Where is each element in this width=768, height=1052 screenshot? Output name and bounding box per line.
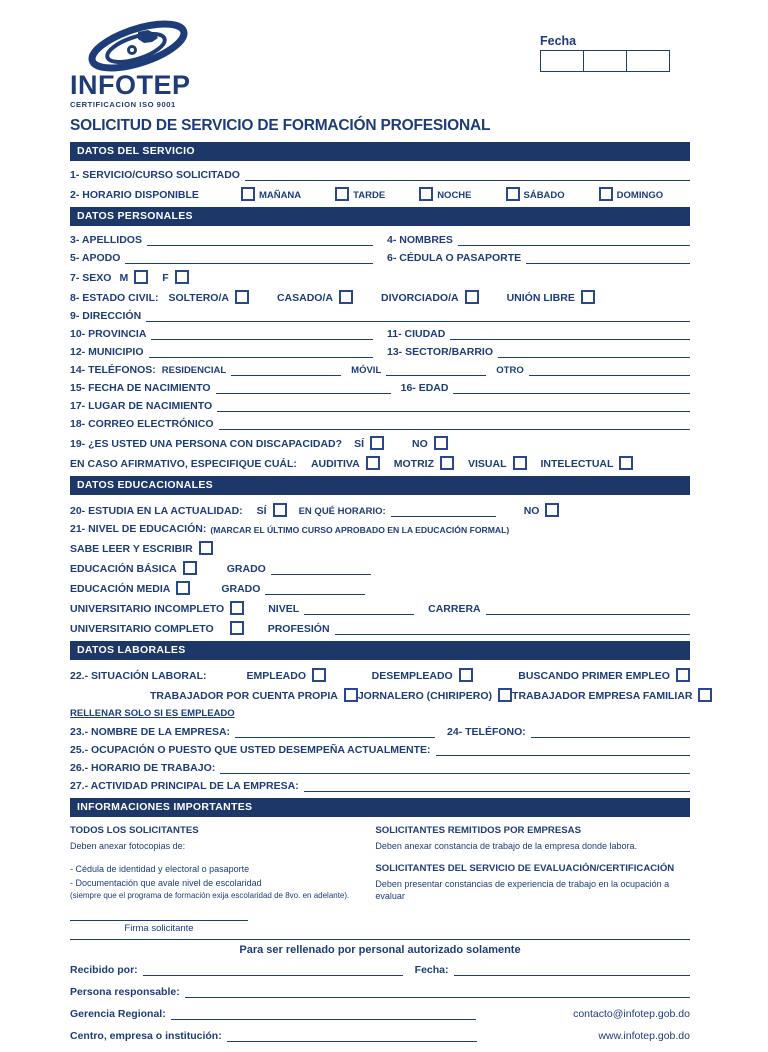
label-edad: 16- EDAD xyxy=(400,381,449,394)
label-estado-civil: 8- ESTADO CIVIL: xyxy=(70,291,159,304)
checkbox-tarde[interactable] xyxy=(335,187,349,201)
checkbox-auditiva[interactable] xyxy=(366,456,380,470)
label-universitario-incompleto: UNIVERSITARIO INCOMPLETO xyxy=(70,602,225,615)
field-sector-barrio[interactable] xyxy=(498,346,690,358)
field-apodo[interactable] xyxy=(125,252,373,264)
label-grado-media: GRADO xyxy=(221,582,261,595)
field-horario-trabajo[interactable] xyxy=(220,762,690,774)
label-discapacidad-no: NO xyxy=(411,437,428,450)
label-cedula: 6- CÉDULA O PASAPORTE xyxy=(387,251,522,264)
field-nombres[interactable] xyxy=(458,234,690,246)
checkbox-soltero[interactable] xyxy=(235,290,249,304)
label-nivel: NIVEL xyxy=(268,602,300,615)
option-manana: MAÑANA xyxy=(258,189,302,201)
option-auditiva: AUDITIVA xyxy=(310,457,360,470)
field-servicio-curso[interactable] xyxy=(245,169,690,181)
option-cuenta-propia: TRABAJADOR POR CUENTA PROPIA xyxy=(150,689,338,702)
checkbox-sabe-leer[interactable] xyxy=(199,541,213,555)
checkbox-intelectual[interactable] xyxy=(619,456,633,470)
info-right-title-1: SOLICITANTES REMITIDOS POR EMPRESAS xyxy=(375,824,581,836)
website-url: www.infotep.gob.do xyxy=(598,1029,690,1042)
label-persona-responsable: Persona responsable: xyxy=(70,985,180,998)
checkbox-noche[interactable] xyxy=(419,187,433,201)
field-profesion[interactable] xyxy=(335,623,690,635)
label-provincia: 10- PROVINCIA xyxy=(70,327,147,340)
label-tel-residencial: RESIDENCIAL xyxy=(161,364,227,376)
label-ciudad: 11- CIUDAD xyxy=(387,327,446,340)
field-lugar-nacimiento[interactable] xyxy=(217,400,690,412)
infotep-logo-icon xyxy=(76,20,196,72)
map-icon xyxy=(138,30,158,43)
section-datos-educacionales xyxy=(70,476,690,635)
logo-wordmark: INFOTEP xyxy=(70,70,191,100)
info-left-item-2: - Documentación que avale nivel de escolaridad xyxy=(70,877,262,888)
fecha-cell-month[interactable] xyxy=(583,51,626,71)
field-tel-otro[interactable] xyxy=(529,364,690,376)
label-sector-barrio: 13- SECTOR/BARRIO xyxy=(387,345,493,358)
label-lugar-nacimiento: 17- LUGAR DE NACIMIENTO xyxy=(70,399,213,412)
option-soltero: SOLTERO/A xyxy=(168,291,229,304)
checkbox-educacion-basica[interactable] xyxy=(183,561,197,575)
checkbox-union-libre[interactable] xyxy=(581,290,595,304)
checkbox-empresa-familiar[interactable] xyxy=(698,688,712,702)
checkbox-manana[interactable] xyxy=(241,187,255,201)
option-buscando-primer-empleo: BUSCANDO PRIMER EMPLEO xyxy=(518,669,670,682)
option-union-libre: UNIÓN LIBRE xyxy=(506,291,575,304)
contact-email: contacto@infotep.gob.do xyxy=(573,1007,690,1020)
label-nombres: 4- NOMBRES xyxy=(387,233,453,246)
label-grado-basica: GRADO xyxy=(226,562,266,575)
checkbox-estudia-no[interactable] xyxy=(545,503,559,517)
option-sabado: SÁBADO xyxy=(523,189,565,201)
label-centro-institucion: Centro, empresa o institución: xyxy=(70,1029,222,1042)
option-empresa-familiar: TRABAJADOR EMPRESA FAMILIAR xyxy=(512,689,693,702)
label-correo: 18- CORREO ELECTRÓNICO xyxy=(70,417,214,430)
label-educacion-basica: EDUCACIÓN BÁSICA xyxy=(70,562,177,575)
fecha-cell-year[interactable] xyxy=(626,51,669,71)
info-left-title: TODOS LOS SOLICITANTES xyxy=(70,824,199,836)
fecha-block xyxy=(540,34,670,72)
label-servicio-curso: 1- SERVICIO/CURSO SOLICITADO xyxy=(70,168,240,181)
label-horario-trabajo: 26.- HORARIO DE TRABAJO: xyxy=(70,761,216,774)
field-footer-fecha[interactable] xyxy=(454,964,690,976)
label-nombre-empresa: 23.- NOMBRE DE LA EMPRESA: xyxy=(70,725,231,738)
section-header-informaciones: INFORMACIONES IMPORTANTES xyxy=(70,798,690,817)
field-ocupacion[interactable] xyxy=(436,744,690,756)
page-title: SOLICITUD DE SERVICIO DE FORMACIÓN PROFESIONAL xyxy=(70,116,491,134)
option-jornalero: JORNALERO (CHIRIPERO) xyxy=(357,689,493,702)
checkbox-discapacidad-si[interactable] xyxy=(370,436,384,450)
fecha-cell-day[interactable] xyxy=(541,51,583,71)
info-right-desc-1: Deben anexar constancia de trabajo de la empresa donde labora. xyxy=(375,840,638,851)
field-grado-basica[interactable] xyxy=(271,563,371,575)
label-municipio: 12- MUNICIPIO xyxy=(70,345,144,358)
label-tel-movil: MÓVIL xyxy=(351,364,382,376)
checkbox-buscando-primer-empleo[interactable] xyxy=(676,668,690,682)
field-persona-responsable[interactable] xyxy=(185,986,690,998)
label-sexo-f: F xyxy=(162,271,169,284)
label-rellenar-solo-empleado: RELLENAR SOLO SI ES EMPLEADO xyxy=(70,707,235,719)
checkbox-universitario-completo[interactable] xyxy=(230,621,244,635)
field-centro-institucion[interactable] xyxy=(227,1030,477,1042)
label-sexo: 7- SEXO xyxy=(70,271,112,284)
info-right-column xyxy=(361,825,690,904)
field-carrera[interactable] xyxy=(486,603,690,615)
option-motriz: MOTRIZ xyxy=(393,457,434,470)
section-header-servicio: DATOS DEL SERVICIO xyxy=(70,142,690,161)
label-sexo-m: M xyxy=(119,271,129,284)
field-municipio[interactable] xyxy=(149,346,373,358)
option-visual: VISUAL xyxy=(468,457,507,470)
option-divorciado: DIVORCIADO/A xyxy=(380,291,459,304)
checkbox-casado[interactable] xyxy=(339,290,353,304)
info-left-subtitle: Deben anexar fotocopias de: xyxy=(70,840,186,851)
field-edad[interactable] xyxy=(453,382,690,394)
field-recibido-por[interactable] xyxy=(143,964,403,976)
label-telefonos: 14- TELÉFONOS: xyxy=(70,363,156,376)
option-casado: CASADO/A xyxy=(276,291,333,304)
checkbox-sabado[interactable] xyxy=(506,187,520,201)
label-nivel-educacion: 21- NIVEL DE EDUCACIÓN: xyxy=(70,522,207,535)
option-noche: NOCHE xyxy=(437,189,472,201)
label-carrera: CARRERA xyxy=(428,602,481,615)
label-nivel-educacion-note: (MARCAR EL ÚLTIMO CURSO APROBADO EN LA EDUCACIÓN FORMAL) xyxy=(210,524,510,535)
label-sabe-leer: SABE LEER Y ESCRIBIR xyxy=(70,542,193,555)
field-provincia[interactable] xyxy=(151,328,373,340)
field-actividad-empresa[interactable] xyxy=(304,780,690,792)
label-recibido-por: Recibido por: xyxy=(70,963,138,976)
checkbox-motriz[interactable] xyxy=(440,456,454,470)
info-right-title-2: SOLICITANTES DEL SERVICIO DE EVALUACIÓN/CERTIFICACIÓN xyxy=(375,862,675,874)
label-discapacidad-si: SÍ xyxy=(354,437,364,450)
section-datos-laborales xyxy=(70,641,693,792)
label-direccion: 9- DIRECCIÓN xyxy=(70,309,142,322)
checkbox-empleado[interactable] xyxy=(312,668,326,682)
section-header-personales: DATOS PERSONALES xyxy=(70,207,690,226)
section-header-laborales: DATOS LABORALES xyxy=(70,641,690,660)
checkbox-visual[interactable] xyxy=(513,456,527,470)
option-tarde: TARDE xyxy=(353,189,386,201)
fecha-boxes xyxy=(540,50,670,72)
field-tel-residencial[interactable] xyxy=(231,364,341,376)
logo-certification: CERTIFICACION ISO 9001 xyxy=(70,100,176,109)
label-estudia-no: NO xyxy=(523,504,540,517)
info-left-column xyxy=(70,825,361,904)
footer-divider xyxy=(70,939,690,940)
field-direccion[interactable] xyxy=(146,310,690,322)
label-tel-otro: OTRO xyxy=(496,364,524,376)
checkbox-sexo-m[interactable] xyxy=(134,270,148,284)
field-gerencia-regional[interactable] xyxy=(171,1008,476,1020)
checkbox-estudia-si[interactable] xyxy=(273,503,287,517)
firma-line[interactable] xyxy=(70,920,248,921)
field-apellidos[interactable] xyxy=(147,234,373,246)
option-domingo: DOMINGO xyxy=(616,189,664,201)
checkbox-educacion-media[interactable] xyxy=(176,581,190,595)
label-universitario-completo: UNIVERSITARIO COMPLETO xyxy=(70,622,214,635)
section-datos-servicio xyxy=(70,142,690,201)
option-desempleado: DESEMPLEADO xyxy=(371,669,453,682)
label-apodo: 5- APODO xyxy=(70,251,121,264)
checkbox-desempleado[interactable] xyxy=(459,668,473,682)
option-intelectual: INTELECTUAL xyxy=(540,457,614,470)
infotep-logo xyxy=(70,20,230,109)
checkbox-divorciado[interactable] xyxy=(465,290,479,304)
label-especifique: EN CASO AFIRMATIVO, ESPECIFIQUE CUÁL: xyxy=(70,457,297,470)
section-header-educacionales: DATOS EDUCACIONALES xyxy=(70,476,690,495)
label-situacion-laboral: 22.- SITUACIÓN LABORAL: xyxy=(70,669,207,682)
checkbox-domingo[interactable] xyxy=(599,187,613,201)
label-discapacidad: 19- ¿ES USTED UNA PERSONA CON DISCAPACIDAD? xyxy=(70,437,343,450)
checkbox-universitario-incompleto[interactable] xyxy=(230,601,244,615)
checkbox-discapacidad-no[interactable] xyxy=(434,436,448,450)
field-telefono-empresa[interactable] xyxy=(531,726,690,738)
label-en-que-horario: EN QUÉ HORARIO: xyxy=(298,505,386,517)
firma-block xyxy=(70,920,248,934)
info-left-item-1: - Cédula de identidad y electoral o pasaporte xyxy=(70,863,250,874)
label-fecha-nacimiento: 15- FECHA DE NACIMIENTO xyxy=(70,381,211,394)
section-datos-personales xyxy=(70,207,690,470)
checkbox-sexo-f[interactable] xyxy=(175,270,189,284)
field-fecha-nacimiento[interactable] xyxy=(216,382,391,394)
field-en-que-horario[interactable] xyxy=(391,505,496,517)
field-nombre-empresa[interactable] xyxy=(235,726,435,738)
label-apellidos: 3- APELLIDOS xyxy=(70,233,142,246)
label-ocupacion: 25.- OCUPACIÓN O PUESTO QUE USTED DESEMPEÑA ACTUALMENTE: xyxy=(70,743,431,756)
checkbox-cuenta-propia[interactable] xyxy=(344,688,358,702)
field-tel-movil[interactable] xyxy=(386,364,486,376)
section-informaciones xyxy=(70,798,690,904)
label-actividad-empresa: 27.- ACTIVIDAD PRINCIPAL DE LA EMPRESA: xyxy=(70,779,299,792)
authorized-only-label: Para ser rellenado por personal autorizado solamente xyxy=(239,943,521,956)
field-nivel[interactable] xyxy=(304,603,414,615)
info-left-note: (siempre que el programa de formación exija escolaridad de 8vo. en adelante). xyxy=(70,890,350,900)
label-telefono-empresa: 24- TELÉFONO: xyxy=(447,725,526,738)
fecha-label: Fecha xyxy=(540,34,577,48)
label-footer-fecha: Fecha: xyxy=(414,963,449,976)
firma-label: Firma solicitante xyxy=(124,922,194,934)
field-cedula[interactable] xyxy=(526,252,690,264)
page-header xyxy=(70,0,690,109)
label-estudia: 20- ESTUDIA EN LA ACTUALIDAD: xyxy=(70,504,243,517)
label-horario-disponible: 2- HORARIO DISPONIBLE xyxy=(70,188,199,201)
label-estudia-si: SÍ xyxy=(256,504,267,517)
label-profesion: PROFESIÓN xyxy=(267,622,330,635)
info-right-desc-2: Deben presentar constancias de experiencia de trabajo en la ocupación a evaluar xyxy=(375,878,670,901)
field-correo[interactable] xyxy=(219,418,690,430)
option-empleado: EMPLEADO xyxy=(246,669,307,682)
label-gerencia-regional: Gerencia Regional: xyxy=(70,1007,166,1020)
field-grado-media[interactable] xyxy=(265,583,365,595)
checkbox-jornalero[interactable] xyxy=(498,688,512,702)
field-ciudad[interactable] xyxy=(450,328,690,340)
label-educacion-media: EDUCACIÓN MEDIA xyxy=(70,582,171,595)
